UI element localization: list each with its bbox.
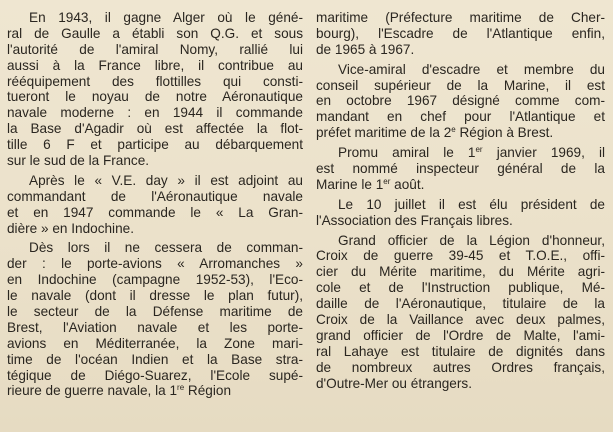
paragraph — [7, 173, 303, 237]
text-line: rieure de guerre navale, la 1re Région — [7, 383, 232, 399]
text-line: Promu amiral le 1er janvier 1969, il — [338, 145, 605, 161]
text-line: ral Lahaye est titulaire de dignités dans — [316, 343, 605, 359]
text-line: En 1943, il gagne Alger où le géné- — [29, 10, 303, 25]
paragraph — [316, 62, 605, 141]
text-line: de 1965 à 1967. — [316, 41, 415, 57]
text-line: la Base d'Agadir où est affectée la flot- — [7, 121, 303, 137]
text-line: maritime (Préfecture maritime de Cher- — [316, 10, 605, 25]
text-line: est nommé inspecteur général de la — [316, 161, 605, 177]
text-line: Grand officier de la Légion d'honneur, — [338, 232, 605, 248]
text-line: Vice-amiral d'escadre et membre du — [338, 61, 605, 77]
text-line: l'autorité de l'amiral Nomy, rallié lui — [7, 41, 303, 57]
text-line: mandant en chef pour l'Atlantique et — [316, 109, 605, 125]
text-line: Croix de la Vaillance avec deux palmes, — [316, 312, 605, 328]
text-line: commandant de l'Aéronautique navale — [7, 188, 303, 204]
paragraph — [316, 10, 605, 58]
paragraph — [316, 233, 605, 392]
text-line: Le 10 juillet il est élu président de — [338, 196, 605, 212]
text-line: tégique de Diégo-Suarez, l'Ecole supé- — [7, 367, 303, 383]
text-line: ral de Gaulle a établi son Q.G. et sous — [7, 25, 303, 41]
text-line: cole et de l'Instruction publique, Mé- — [316, 280, 605, 296]
text-line: cier du Mérite maritime, du Mérite agri- — [316, 264, 605, 280]
text-line: et en 1947 commande le « La Gran- — [7, 204, 303, 220]
text-line: rééquipement des flottilles qui consti- — [7, 73, 303, 89]
text-line: en octobre 1967 désigné comme com- — [316, 93, 605, 109]
text-line: Après le « V.E. day » il est adjoint au — [29, 172, 303, 188]
text-line: tueront le noyau de notre Aéronautique — [7, 89, 303, 105]
text-line: avions en Méditerranée, la Zone mari- — [7, 335, 303, 351]
text-line: bourg), l'Escadre de l'Atlantique enfin, — [316, 25, 605, 41]
text-line: Marine le 1er août. — [316, 176, 425, 192]
paragraph — [316, 197, 605, 229]
text-line: grand officier de l'Ordre de Malte, l'ami- — [316, 327, 605, 343]
text-line: l'Association des Français libres. — [316, 212, 513, 228]
text-line: sur le sud de la France. — [7, 153, 150, 169]
left-text-column — [7, 10, 303, 403]
text-line: de nombreux autres Ordres français, — [316, 359, 605, 375]
text-line: le navale (dont il dresse le plan futur), — [7, 288, 303, 304]
text-line: préfet maritime de la 2e Région à Brest. — [316, 125, 554, 141]
paragraph — [7, 240, 303, 399]
text-line: navale moderne : en 1944 il commande — [7, 105, 303, 121]
text-line: tille 6 F et participe au débarquement — [7, 137, 303, 153]
text-line: time de l'océan Indien et la Base stra- — [7, 351, 303, 367]
paragraph — [316, 145, 605, 193]
text-line: dière » en Indochine. — [7, 220, 134, 236]
text-line: en Indochine (campagne 1952-53), l'Eco- — [7, 272, 303, 288]
text-line: Dès lors il ne cessera de comman- — [29, 240, 303, 256]
paragraph — [7, 10, 303, 169]
text-line: der : le porte-avions « Arromanches » — [7, 256, 303, 272]
text-line: daille de l'Aéronautique, titulaire de la — [316, 296, 605, 312]
text-line: conseil supérieur de la Marine, il est — [316, 77, 605, 93]
text-line: le secteur de la Défense maritime de — [7, 304, 303, 320]
text-line: d'Outre-Mer ou étrangers. — [316, 375, 472, 391]
text-line: Brest, l'Aviation navale et les porte- — [7, 319, 303, 335]
right-text-column — [316, 10, 605, 395]
text-line: Croix de guerre 39-45 et T.O.E., offi- — [316, 248, 605, 264]
text-line: aussi à la France libre, il contribue au — [7, 57, 303, 73]
